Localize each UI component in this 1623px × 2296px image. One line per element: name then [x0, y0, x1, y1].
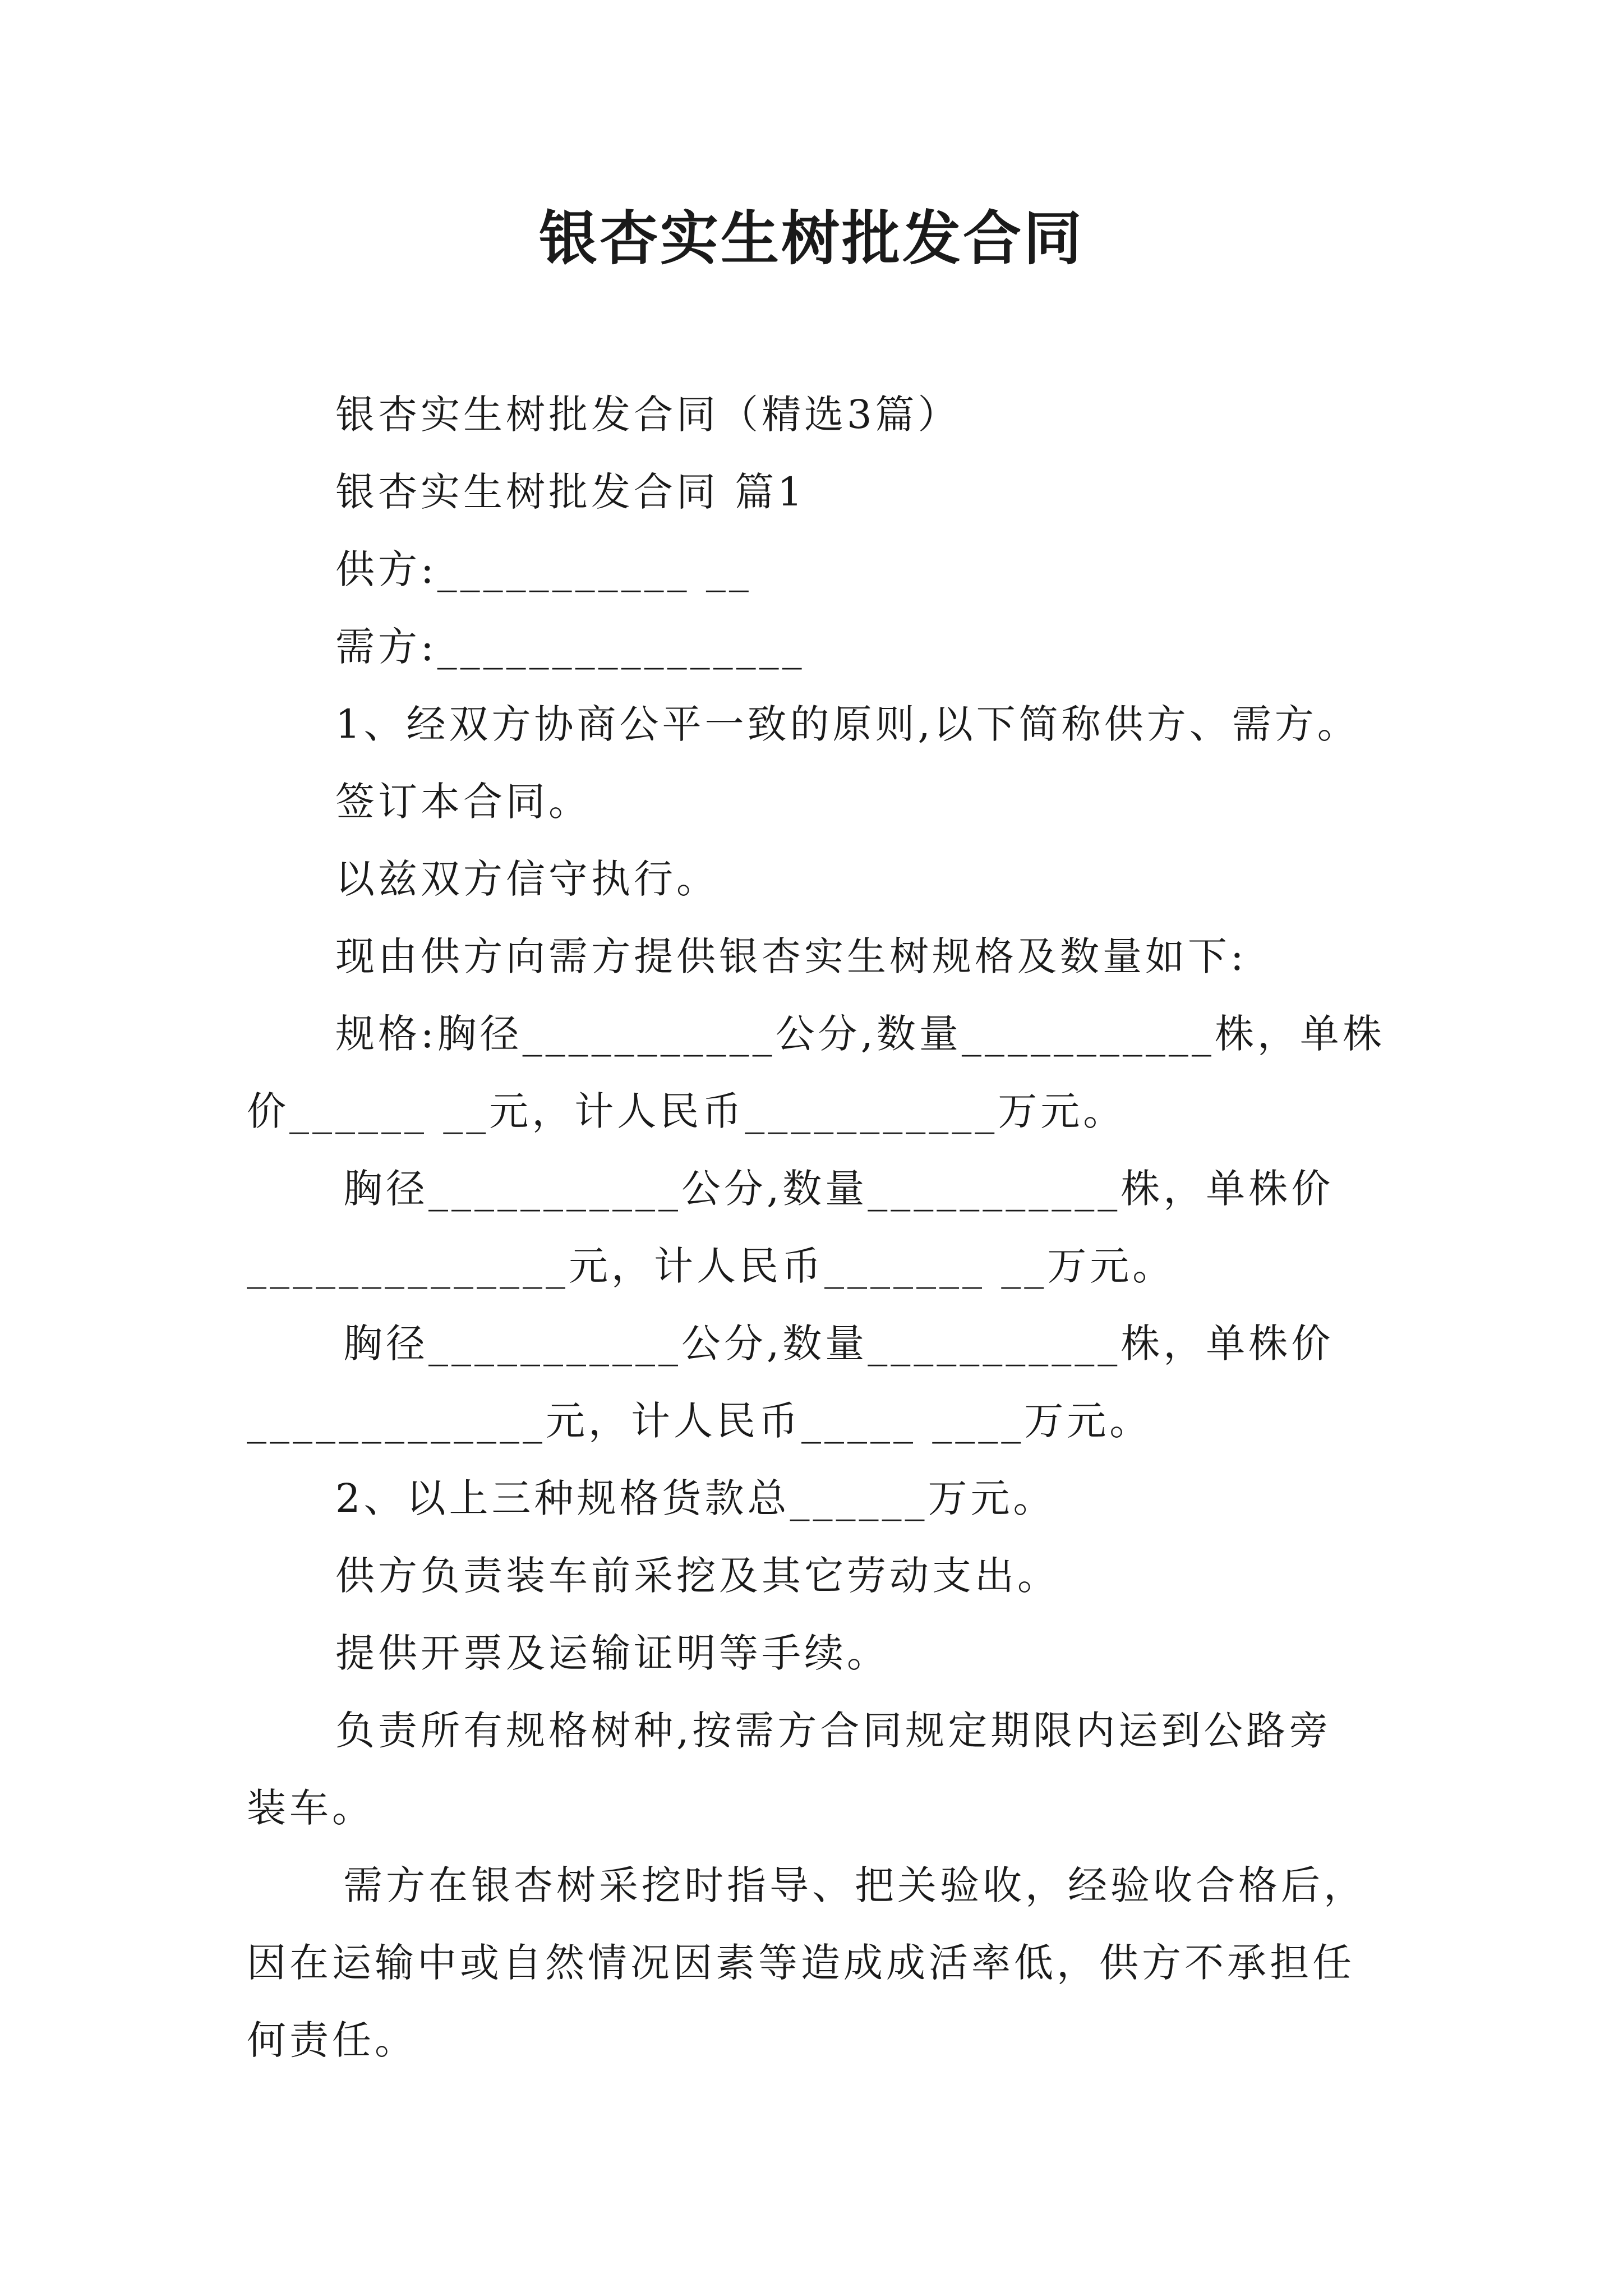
paragraph-line: 供方:___________ __	[335, 546, 752, 592]
paragraph-line: 需方在银杏树采挖时指导、把关验收，经验收合格后，	[343, 1862, 1366, 1908]
document-body	[247, 376, 1385, 2079]
paragraph-line: 提供开票及运输证明等手续。	[335, 1630, 889, 1676]
paragraph-line: 现由供方向需方提供银杏实生树规格及数量如下:	[335, 933, 1247, 979]
paragraph-line: 胸径___________公分,数量___________株，单株价	[343, 1166, 1334, 1212]
paragraph-line: 价______ __元，计人民币___________万元。	[247, 1088, 1126, 1134]
paragraph-line: 胸径___________公分,数量___________株，单株价	[343, 1320, 1334, 1366]
paragraph-line: 1、经双方协商公平一致的原则,以下简称供方、需方。	[335, 701, 1360, 747]
paragraph-line: 需方:________________	[335, 624, 805, 670]
paragraph-line: 何责任。	[247, 2017, 417, 2063]
paragraph-line: 规格:胸径___________公分,数量___________株，单株	[335, 1011, 1385, 1057]
paragraph-line: 供方负责装车前采挖及其它劳动支出。	[335, 1553, 1060, 1599]
paragraph-line: 2、以上三种规格货款总______万元。	[335, 1475, 1056, 1521]
paragraph-line: 银杏实生树批发合同 篇1	[335, 469, 806, 515]
paragraph-line: 银杏实生树批发合同（精选3篇）	[335, 392, 961, 438]
paragraph-line: 签订本合同。	[335, 779, 591, 825]
paragraph-line: ______________元，计人民币_______ __万元。	[247, 1243, 1175, 1289]
paragraph-line: _____________元，计人民币_____ ____万元。	[247, 1398, 1152, 1444]
paragraph-line: 装车。	[247, 1785, 375, 1831]
document-title: 银杏实生树批发合同	[538, 204, 1084, 273]
paragraph-line: 因在运输中或自然情况因素等造成成活率低，供方不承担任	[247, 1940, 1355, 1986]
paragraph-line: 以兹双方信守执行。	[335, 856, 719, 902]
paragraph-line: 负责所有规格树种,按需方合同规定期限内运到公路旁	[335, 1708, 1332, 1754]
